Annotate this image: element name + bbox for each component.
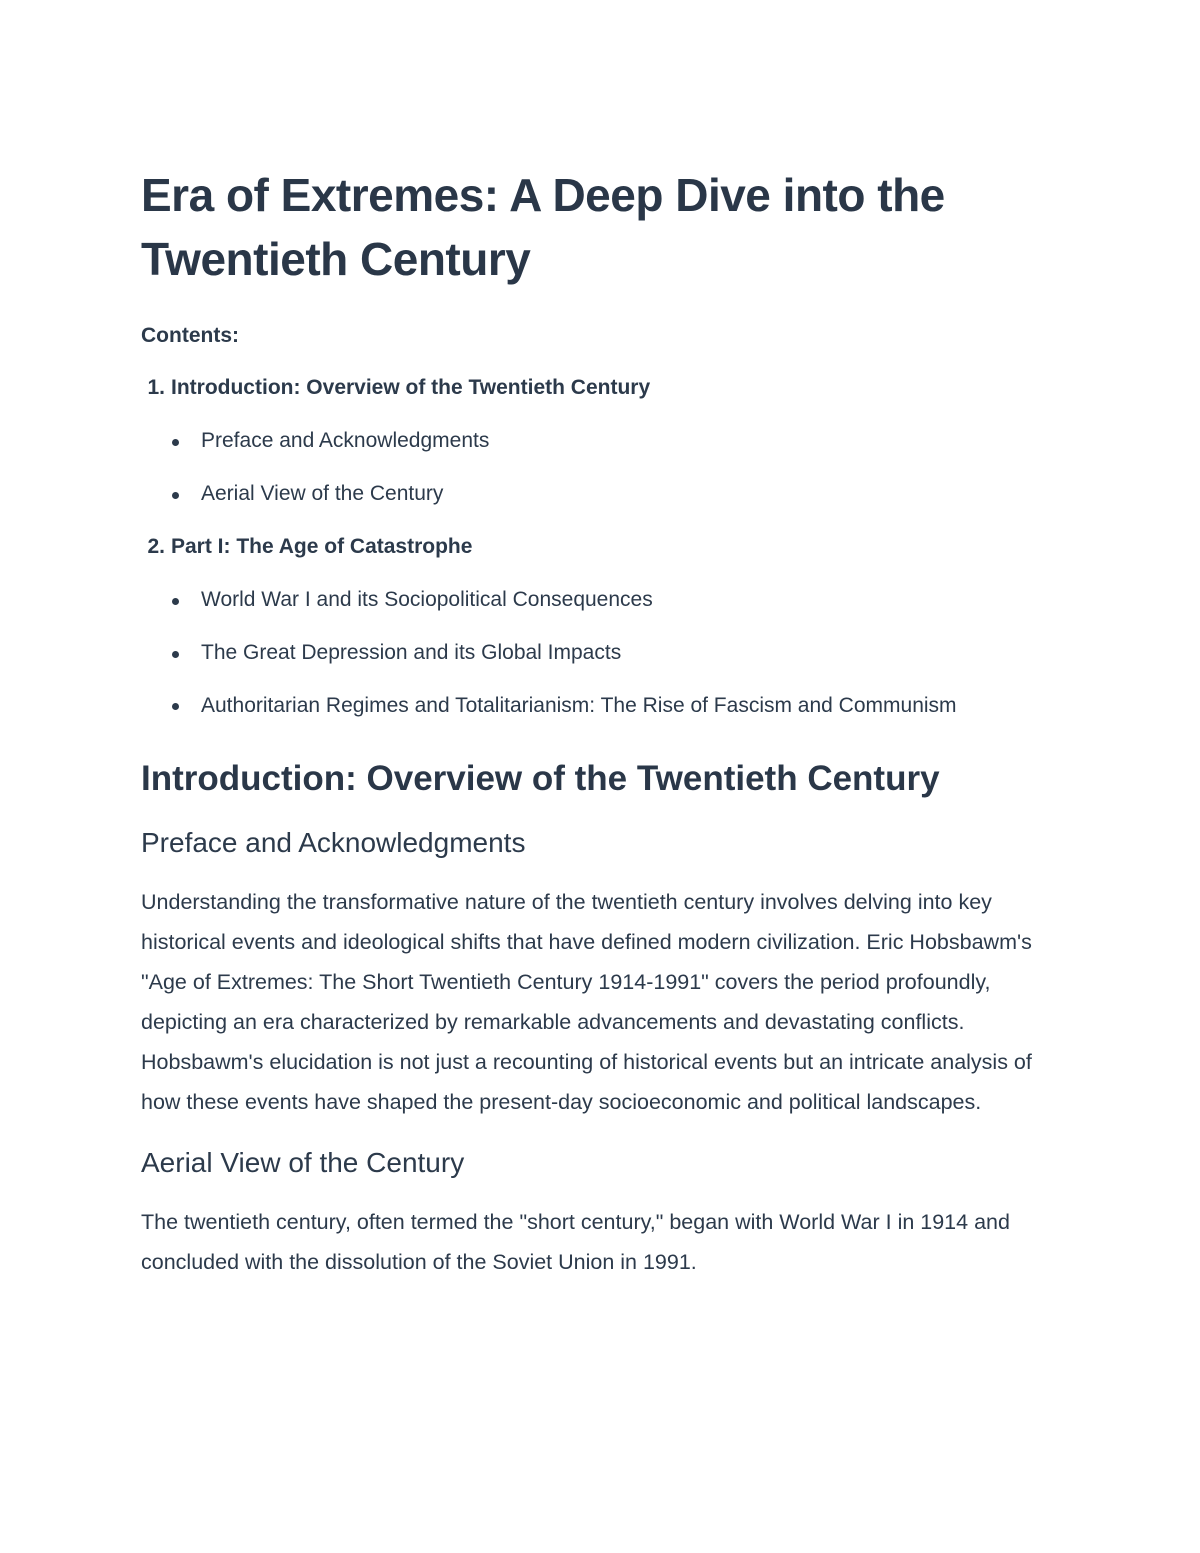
toc-subitem	[141, 638, 1071, 668]
bullet-icon	[172, 439, 179, 446]
toc-sublist-introduction	[141, 426, 1071, 509]
table-of-contents	[141, 373, 1071, 726]
toc-subitem-label: Aerial View of the Century	[201, 482, 444, 505]
bullet-icon	[172, 703, 179, 710]
toc-sublist-part-one	[141, 585, 1071, 726]
toc-label: Part I: The Age of Catastrophe	[171, 535, 473, 558]
toc-subitem	[141, 686, 1071, 726]
toc-item-introduction	[141, 373, 1071, 403]
document-title: Era of Extremes: A Deep Dive into the Twentieth Century	[141, 169, 945, 285]
toc-subitem-label: Authoritarian Regimes and Totalitarianism: The Rise of Fascism and Communism	[201, 694, 957, 717]
subsection-heading-preface: Preface and Acknowledgments	[141, 827, 526, 858]
toc-subitem	[141, 479, 1071, 509]
toc-label: Introduction: Overview of the Twentieth Century	[171, 376, 651, 399]
toc-number: 2.	[147, 535, 165, 558]
toc-subitem-label: The Great Depression and its Global Impacts	[201, 641, 622, 664]
toc-subitem-label: World War I and its Sociopolitical Consequences	[201, 588, 653, 611]
toc-item-part-one	[141, 532, 1071, 562]
contents-label: Contents:	[141, 324, 239, 347]
preface-paragraph: Understanding the transformative nature of the twentieth century involves delving into key historical events and ideological shifts that have defined modern civilization. Eric Hobsbawm's "Age of Extremes: The Short Twentieth Century 1914-1991" covers the period profoundly, depicting an era characterized by remarkable advancements and devastating conflicts. Hobsbawm's elucidation is not just a recounting of historical events but an intricate analysis of how these events have shaped the present-day socioeconomic and political landscapes.	[141, 890, 1032, 1114]
aerial-view-paragraph: The twentieth century, often termed the "short century," began with World War I in 1914 and concluded with the dissolution of the Soviet Union in 1991.	[141, 1210, 1010, 1274]
bullet-icon	[172, 651, 179, 658]
subsection-heading-aerial-view: Aerial View of the Century	[141, 1147, 465, 1178]
toc-subitem	[141, 585, 1071, 615]
toc-subitem-label: Preface and Acknowledgments	[201, 429, 490, 452]
document-page	[141, 163, 1071, 1282]
bullet-icon	[172, 492, 179, 499]
toc-subitem	[141, 426, 1071, 456]
bullet-icon	[172, 598, 179, 605]
section-heading-introduction: Introduction: Overview of the Twentieth Century	[141, 759, 940, 798]
toc-number: 1.	[147, 376, 165, 399]
